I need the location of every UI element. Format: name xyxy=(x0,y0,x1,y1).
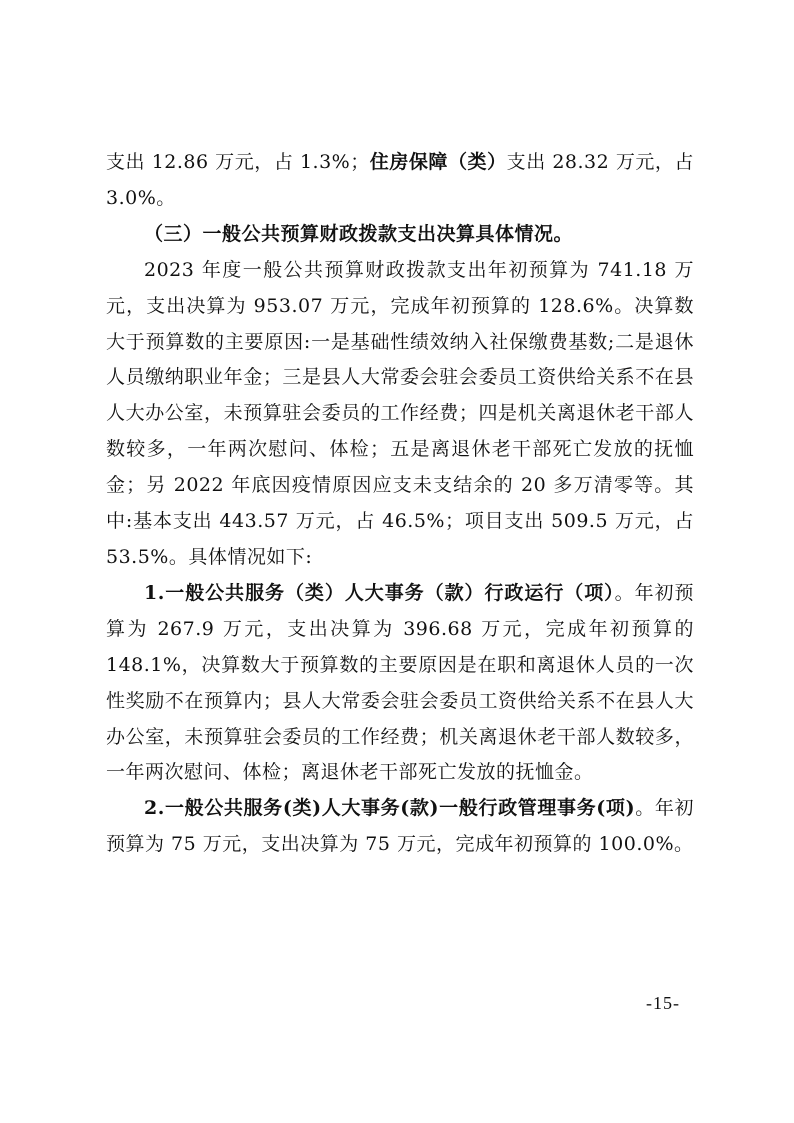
item-2-title: 2.一般公共服务(类)人大事务(款)一般行政管理事务(项) xyxy=(144,797,636,820)
item-1-title: 1.一般公共服务（类）人大事务（款）行政运行（项） xyxy=(144,581,615,604)
document-page xyxy=(106,145,694,863)
paragraph-budget-summary: 2023 年度一般公共预算财政拨款支出年初预算为 741.18 万元，支出决算为 953.07 万元，完成年初预算的 128.6%。决算数大于预算数的主要原因:一是基础性绩效纳入社保缴费基数;二是退休人员缴纳职业年金；三是县人大常委会驻会委员工资供给关系不在县人大办公室，未预算驻会委员的工作经费；四是机关离退休老干部人数较多，一年两次慰问、体检；五是离退休老干部死亡发放的抚恤金；另 2022 年底因疫情原因应支未支结余的 20 多万清零等。其中:基本支出 443.57 万元，占 46.5%；项目支出 509.5 万元，占 53.5%。具体情况如下: xyxy=(106,258,694,568)
item-2-body: 。年初预算为 75 万元，支出决算为 75 万元，完成年初预算的 100.0%。 xyxy=(106,797,694,856)
item-1-body: 。年初预算为 267.9 万元，支出决算为 396.68 万元，完成年初预算的 148.1%，决算数大于预算数的主要原因是在职和离退休人员的一次性奖励不在预算内；县人大常委会驻会委员工资供给关系不在县人大办公室，未预算驻会委员的工作经费；机关离退休老干部人数较多，一年两次慰问、体检；离退休老干部死亡发放的抚恤金。 xyxy=(106,581,694,784)
housing-category-label: 住房保障（类） xyxy=(369,151,507,173)
paragraph-housing-expenditure xyxy=(106,145,694,217)
housing-expenditure-text: 支出 28.32 万元，占 3.0%。 xyxy=(106,151,694,209)
section-heading: （三）一般公共预算财政拨款支出决算具体情况。 xyxy=(144,222,574,245)
expenditure-text: 支出 12.86 万元，占 1.3%； xyxy=(106,151,370,173)
page-number: -15- xyxy=(646,993,680,1013)
paragraph-item-1 xyxy=(106,576,694,791)
paragraph-item-2 xyxy=(106,791,694,863)
